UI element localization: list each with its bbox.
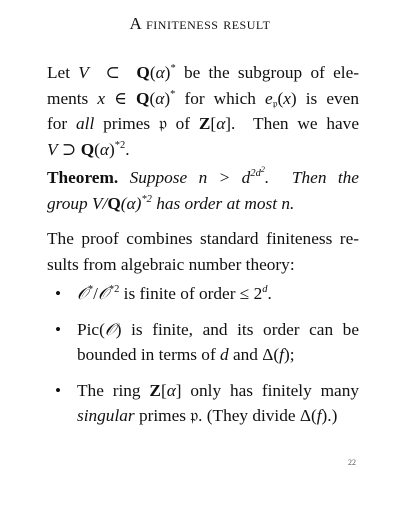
- bullet-text-3: The ring Z[α] only has finitely many singular primes 𝔭. (They divide Δ(f).): [77, 380, 359, 425]
- proof-line-1: The proof combines standard finiteness re-: [47, 229, 359, 248]
- bullet-icon: •: [55, 284, 62, 303]
- intro-line-3: for all primes 𝔭 of Z[α]. Then we have: [47, 114, 359, 133]
- theorem-line-2: group $V/Q(\alpha)^{*2}$ has order at most n.: [47, 193, 295, 213]
- theorem-label: Theorem.: [47, 168, 119, 187]
- intro-line-1: Let V ⊂ Q(α)* be the subgroup of ele-: [47, 63, 360, 82]
- slide-title: A finiteness result: [129, 14, 271, 33]
- bullet-icon: •: [55, 319, 62, 339]
- bullet-list: [47, 281, 359, 429]
- list-item: [47, 281, 359, 307]
- list-item: [47, 378, 359, 429]
- list-item: [47, 317, 359, 368]
- theorem-line-1: Theorem. Suppose $n > d^{2d^2}$. Then the: [47, 165, 359, 187]
- proof-line-2: sults from algebraic number theory:: [47, 254, 295, 274]
- proof-paragraph: [47, 226, 359, 429]
- bullet-text-2: Pic(𝒪) is finite, and its order can be bounded in terms of d and Δ(f);: [77, 319, 359, 364]
- page-number: 22: [348, 458, 356, 467]
- intro-line-2: ments x ∈ Q(α)* for which $e_𝔭(x)$ is even: [47, 88, 359, 110]
- bullet-icon: •: [55, 380, 62, 400]
- theorem-block: [47, 165, 359, 216]
- intro-line-4: V ⊃ $Q(\alpha)^{*2}$.: [47, 139, 130, 159]
- bullet-text-1: 𝒪*/𝒪$^{*2}$ is finite of order ≤ $2^d$.: [77, 284, 272, 303]
- intro-paragraph: [47, 60, 359, 162]
